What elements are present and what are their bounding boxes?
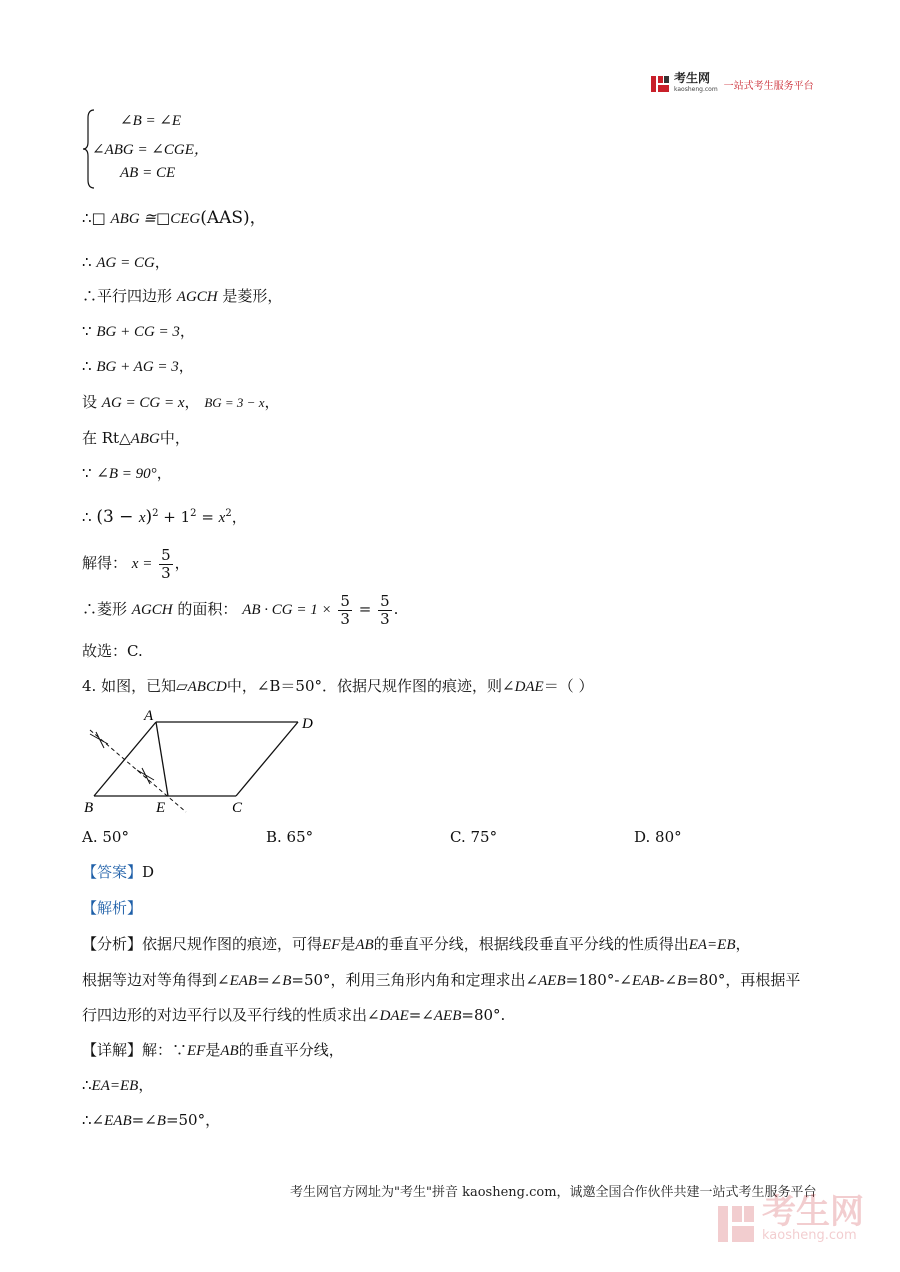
vertex-label-a: A — [144, 708, 154, 724]
footer-text: 考生网官方网址为"考生"拼音 kaosheng.com，诚邀全国合作伙伴共建一站式考生服务平台 — [290, 1185, 817, 1200]
solution-line-9: ∴ $(3 - x)^2 + 1^2 = x^2$， — [82, 507, 247, 527]
analysis-line-4: 【详解】解：∵EF是AB的垂直平分线， — [82, 1041, 344, 1059]
system-line-1: ∠B = ∠E — [120, 113, 182, 129]
logo-name: 考生网 — [674, 71, 711, 85]
vertex-label-d: D — [302, 716, 313, 732]
solution-line-10: 解得： x = $\frac{5}{3}$ ， — [82, 545, 190, 582]
fraction: $\frac{5}{3}$ — [380, 591, 390, 628]
watermark-domain: kaosheng.com — [762, 1228, 857, 1243]
parallelogram-symbol-icon: ▱ — [176, 677, 188, 695]
equation-system — [82, 108, 282, 190]
solution-line-4: ∵ BG + CG = 3， — [82, 322, 195, 340]
parallelogram-figure — [82, 704, 332, 822]
solution-line-5: ∴ BG + AG = 3， — [82, 357, 194, 375]
system-line-2: ∠ABG = ∠CGE， — [92, 142, 209, 158]
fraction: $\frac{5}{3}$ — [161, 545, 171, 582]
answer-tag: 答案 — [97, 863, 128, 881]
solution-line-1: ∴□ ABG ≅□CEG(AAS)， — [82, 208, 267, 228]
vertex-label-b: B — [84, 800, 94, 816]
fraction: $\frac{5}{3}$ — [340, 591, 350, 628]
solution-line-6: 设 AG = CG = x， BG = 3 − x， — [82, 393, 280, 411]
analysis-line-6: ∴∠EAB=∠B=50°， — [82, 1111, 221, 1129]
question-4-stem: 4. 如图，已知▱ABCD中，∠B＝50°．依据尺规作图的痕迹，则∠DAE＝（ ） — [82, 677, 594, 695]
analysis-heading: 【解析】 — [82, 899, 143, 917]
solution-line-3: ∴平行四边形 AGCH 是菱形， — [82, 287, 283, 305]
solution-line-2: ∴ AG = CG， — [82, 253, 170, 271]
analysis-line-2: 根据等边对等角得到∠EAB=∠B=50°，利用三角形内角和定理求出∠AEB=180°-∠EAB-∠B=80°，再根据平 — [82, 971, 801, 989]
kaosheng-logo-icon — [650, 74, 670, 94]
option-b: B. 65° — [266, 828, 314, 846]
answer-line: 【答案】D — [82, 863, 155, 881]
analysis-line-3: 行四边形的对边平行以及平行线的性质求出∠DAE=∠AEB=80°. — [82, 1006, 506, 1024]
solution-conclusion: 故选：C. — [82, 642, 143, 660]
question-4-figure — [82, 704, 332, 822]
watermark-logo-icon — [716, 1202, 756, 1246]
watermark — [716, 1192, 864, 1248]
vertex-label-e: E — [156, 800, 166, 816]
answer-value: D — [142, 863, 155, 881]
watermark-name: 考生网 — [762, 1192, 864, 1232]
header-slogan: 一站式考生服务平台 — [723, 80, 814, 92]
option-a: A. 50° — [82, 828, 129, 846]
solution-line-7: 在 Rt△ABG中， — [82, 429, 190, 447]
solution-line-11: ∴菱形 AGCH 的面积： AB · CG = 1 × $\frac{5}{3}$ = $\frac{5}{3}$ . — [82, 591, 399, 628]
option-d: D. 80° — [634, 828, 682, 846]
solution-line-8: ∵ ∠B = 90°， — [82, 464, 172, 482]
option-c: C. 75° — [450, 828, 498, 846]
system-line-3: AB = CE — [120, 165, 176, 181]
logo-domain: kaosheng.com — [674, 86, 718, 93]
analysis-line-1: 【分析】依据尺规作图的痕迹，可得EF是AB的垂直平分线，根据线段垂直平分线的性质得出EA=EB， — [82, 935, 751, 953]
header-logo — [650, 72, 814, 96]
analysis-line-5: ∴EA=EB， — [82, 1076, 154, 1094]
vertex-label-c: C — [232, 800, 243, 816]
